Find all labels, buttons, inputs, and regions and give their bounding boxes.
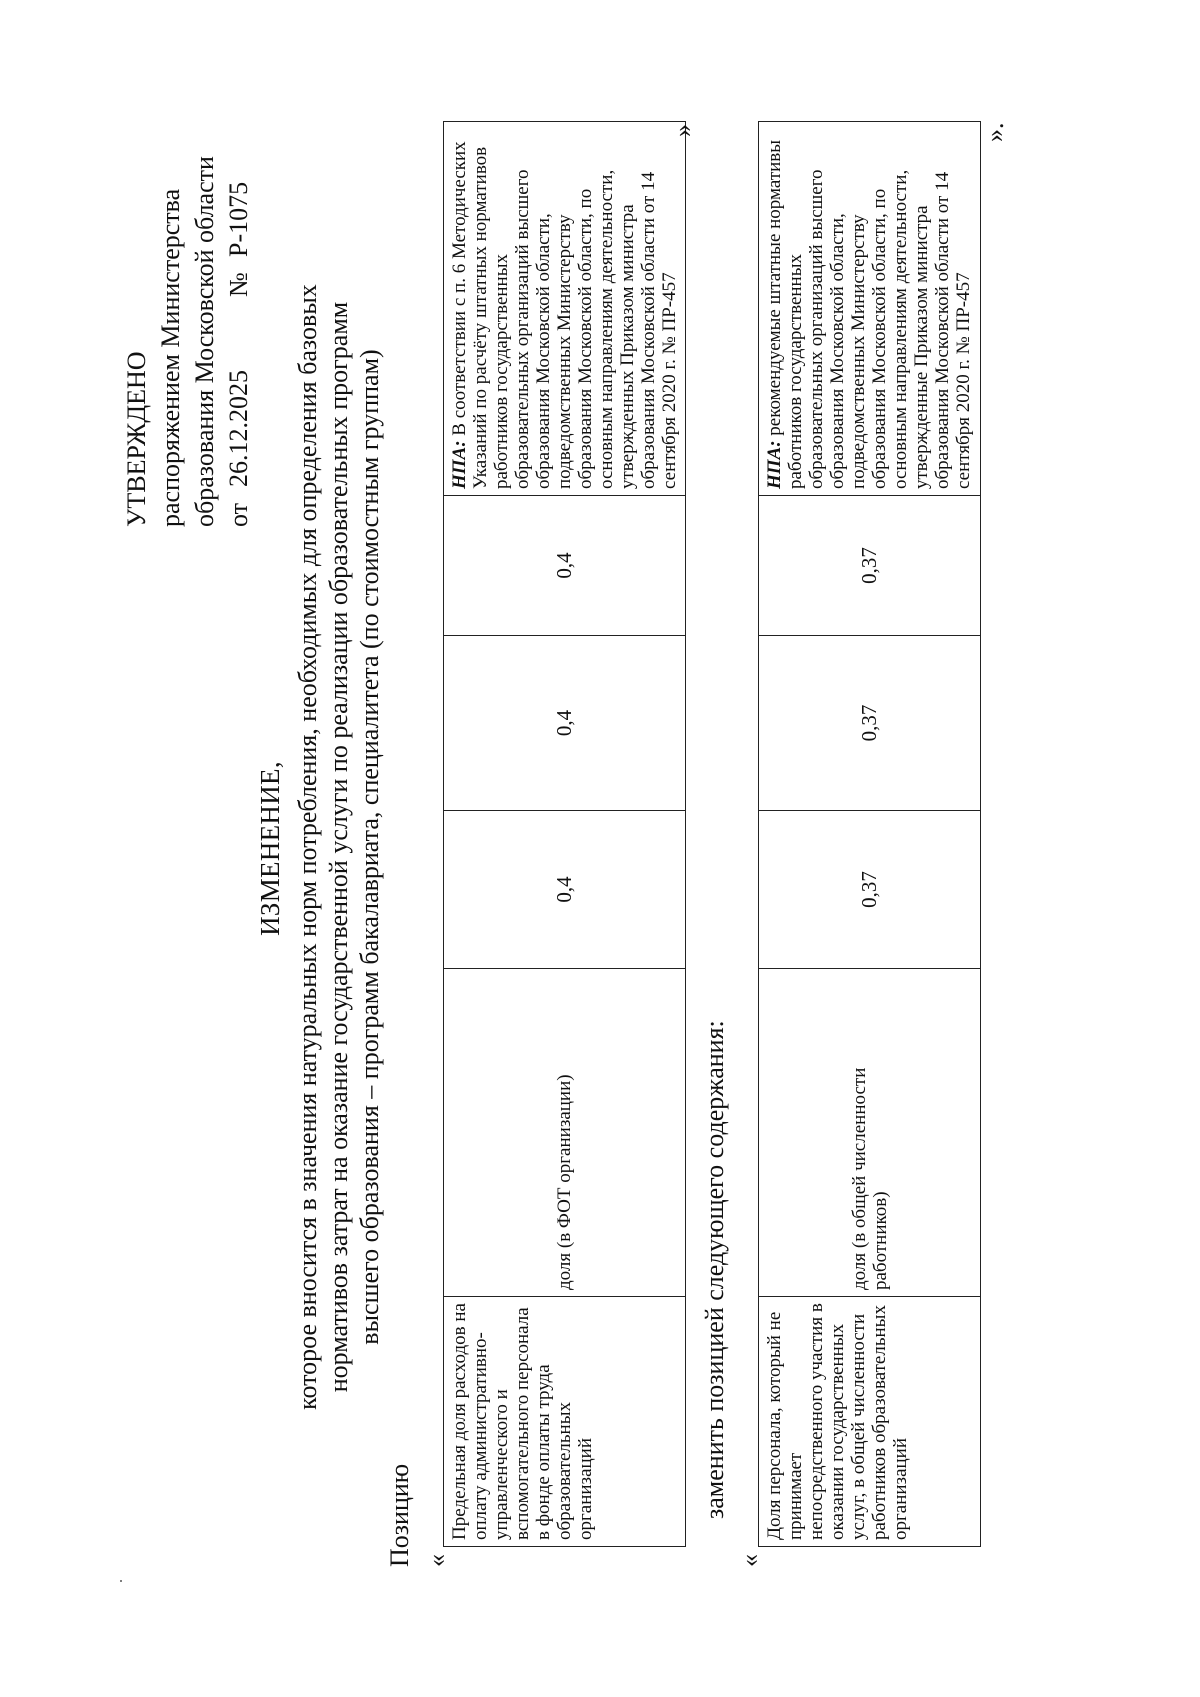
approval-number: Р-1075 [224,181,253,257]
table-row [759,122,981,1547]
npa-label: НПА: [764,440,785,489]
position-unit: доля (в ФОТ организации) [444,969,686,1297]
approval-stamp [120,156,256,527]
section2-table [758,121,981,1547]
value-cell-3: 0,37 [759,496,981,636]
value-cell-1: 0,37 [759,811,981,969]
document-subtitle: которое вносится в значения натуральных норм потребления, необходимых для определения базовых нормативов затрат на оказание государственной услуги по реализации образовательных программ высшего образования – программ бакалавриата, специалитета (по стоимостным группам) [293,284,384,1410]
value-cell-2: 0,37 [759,636,981,811]
section2-lead: заменить позицией следующего содержания: [700,1020,729,1519]
section1-table [443,121,686,1547]
npa-text: рекомендуемые штатные нормативы работников государственных образовательных организаций высшего образования Московской области, подведомственных Министерству образования Московской области, по основным направлениям деятельности, утвержденные Приказом министра образования Московской области от 14 сентября 2020 г. № ПР-457 [764,139,974,489]
position-name: Предельная доля расходов на оплату административно-управленческого и вспомогательного персонала в фонде оплаты труда образовательных организаций [444,1297,686,1547]
position-unit: доля (в общей численности работников) [759,969,981,1297]
document-title: ИЗМЕНЕНИЕ, [255,761,285,936]
value-cell-3: 0,4 [444,496,686,636]
npa-cell [444,122,686,496]
value-cell-2: 0,4 [444,636,686,811]
approval-date-row [222,156,256,527]
npa-cell [759,122,981,496]
approval-authority: распоряжением Министерства [156,188,185,527]
table-row [444,122,686,1547]
npa-text: В соответствии с п. 6 Методических Указаний по расчёту штатных нормативов работников государственных образовательных организаций высшего образования Московской области, подведомственных Министерству образования Московской области, по основным направлениям деятельности, утвержденных Приказом министра образования Московской области от 14 сентября 2020 г. № ПР-457 [449,141,680,489]
section2-close-quote: ». [980,122,1009,142]
npa-label: НПА: [449,440,470,489]
scan-speck [120,1580,122,1582]
value-cell-1: 0,4 [444,811,686,969]
position-name: Доля персонала, который не принимает непосредственного участия в оказании государственных услуг, в общей численности работников образовательных организаций [759,1297,981,1547]
section1-lead: Позицию [385,1463,414,1567]
approval-heading: УТВЕРЖДЕНО [122,351,151,527]
section1-close-quote: » [668,124,697,137]
number-prefix: № [224,272,253,297]
section1-open-quote: « [422,1554,451,1567]
approval-date: 26.12.2025 [224,370,253,487]
section2-open-quote: « [735,1554,764,1567]
approval-authority-cont: образования Московской области [190,156,219,527]
date-prefix: от [224,502,253,527]
